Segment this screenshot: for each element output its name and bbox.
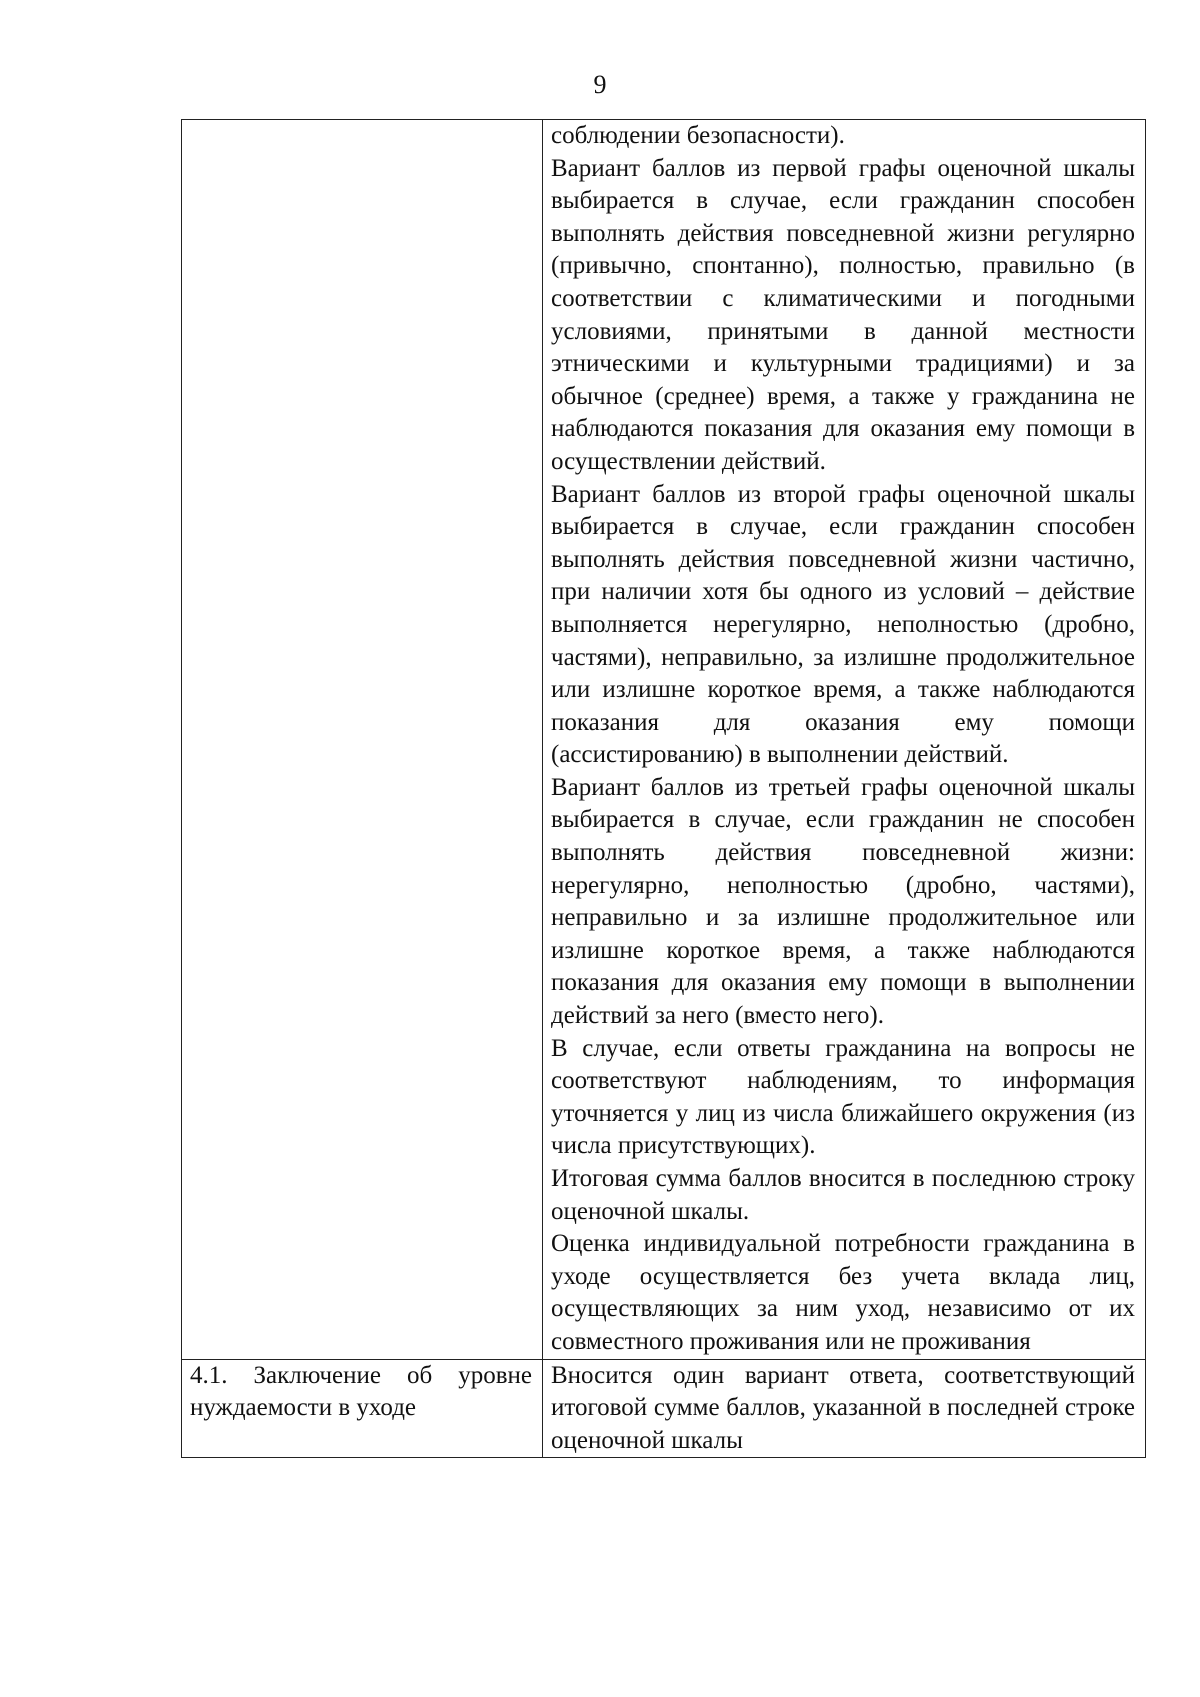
paragraph: Оценка индивидуальной потребности гражданина в уходе осуществляется без учета вклада лиц, осуществляющих за ним уход, независимо от их совместного проживания или не проживания [551, 1230, 1135, 1355]
paragraph: Вариант баллов из второй графы оценочной шкалы выбирается в случае, если гражданин способен выполнять действия повседневной жизни частично, при наличии хотя бы одного из условий – действие выполняется нерегулярно, неполностью (дробно, частями), неправильно, за излишне продолжительное или излишне короткое время, а также наблюдаются показания для оказания ему помощи (ассистированию) в выполнении действий. [551, 480, 1135, 769]
document-table [181, 119, 1146, 1458]
paragraph: соблюдении безопасности). [551, 122, 845, 149]
row-1-right-cell [543, 120, 1146, 1360]
paragraph: Вариант баллов из третьей графы оценочной шкалы выбирается в случае, если гражданин не способен выполнять действия повседневной жизни: нерегулярно, неполностью (дробно, частями), неправильно и за излишне продолжительное или излишне короткое время, а также наблюдаются показания для оказания ему помощи в выполнении действий за него (вместо него). [551, 773, 1135, 1030]
paragraph: Вариант баллов из первой графы оценочной шкалы выбирается в случае, если гражданин способен выполнять действия повседневной жизни регулярно (привычно, спонтанно), полностью, правильно (в соответствии с климатическими и погодными условиями, принятыми в данной местности этническими и культурными традициями) и за обычное (среднее) время, а также у гражданина не наблюдаются показания для оказания ему помощи в осуществлении действий. [551, 154, 1135, 475]
paragraph: Вносится один вариант ответа, соответствующий итоговой сумме баллов, указанной в последней строке оценочной шкалы [551, 1361, 1135, 1454]
row-1-left-cell [182, 120, 543, 1360]
paragraph: В случае, если ответы гражданина на вопросы не соответствуют наблюдениям, то информация уточняется у лиц из числа ближайшего окружения (из числа присутствующих). [551, 1034, 1135, 1160]
row-2-left-cell: 4.1. Заключение об уровне нуждаемости в уходе [182, 1359, 543, 1458]
page-number: 9 [593, 70, 607, 99]
table-row [182, 120, 1146, 1360]
paragraph: Итоговая сумма баллов вносится в последнюю строку оценочной шкалы. [551, 1165, 1135, 1225]
row-2-right-cell [543, 1359, 1146, 1458]
table-row [182, 1359, 1146, 1458]
